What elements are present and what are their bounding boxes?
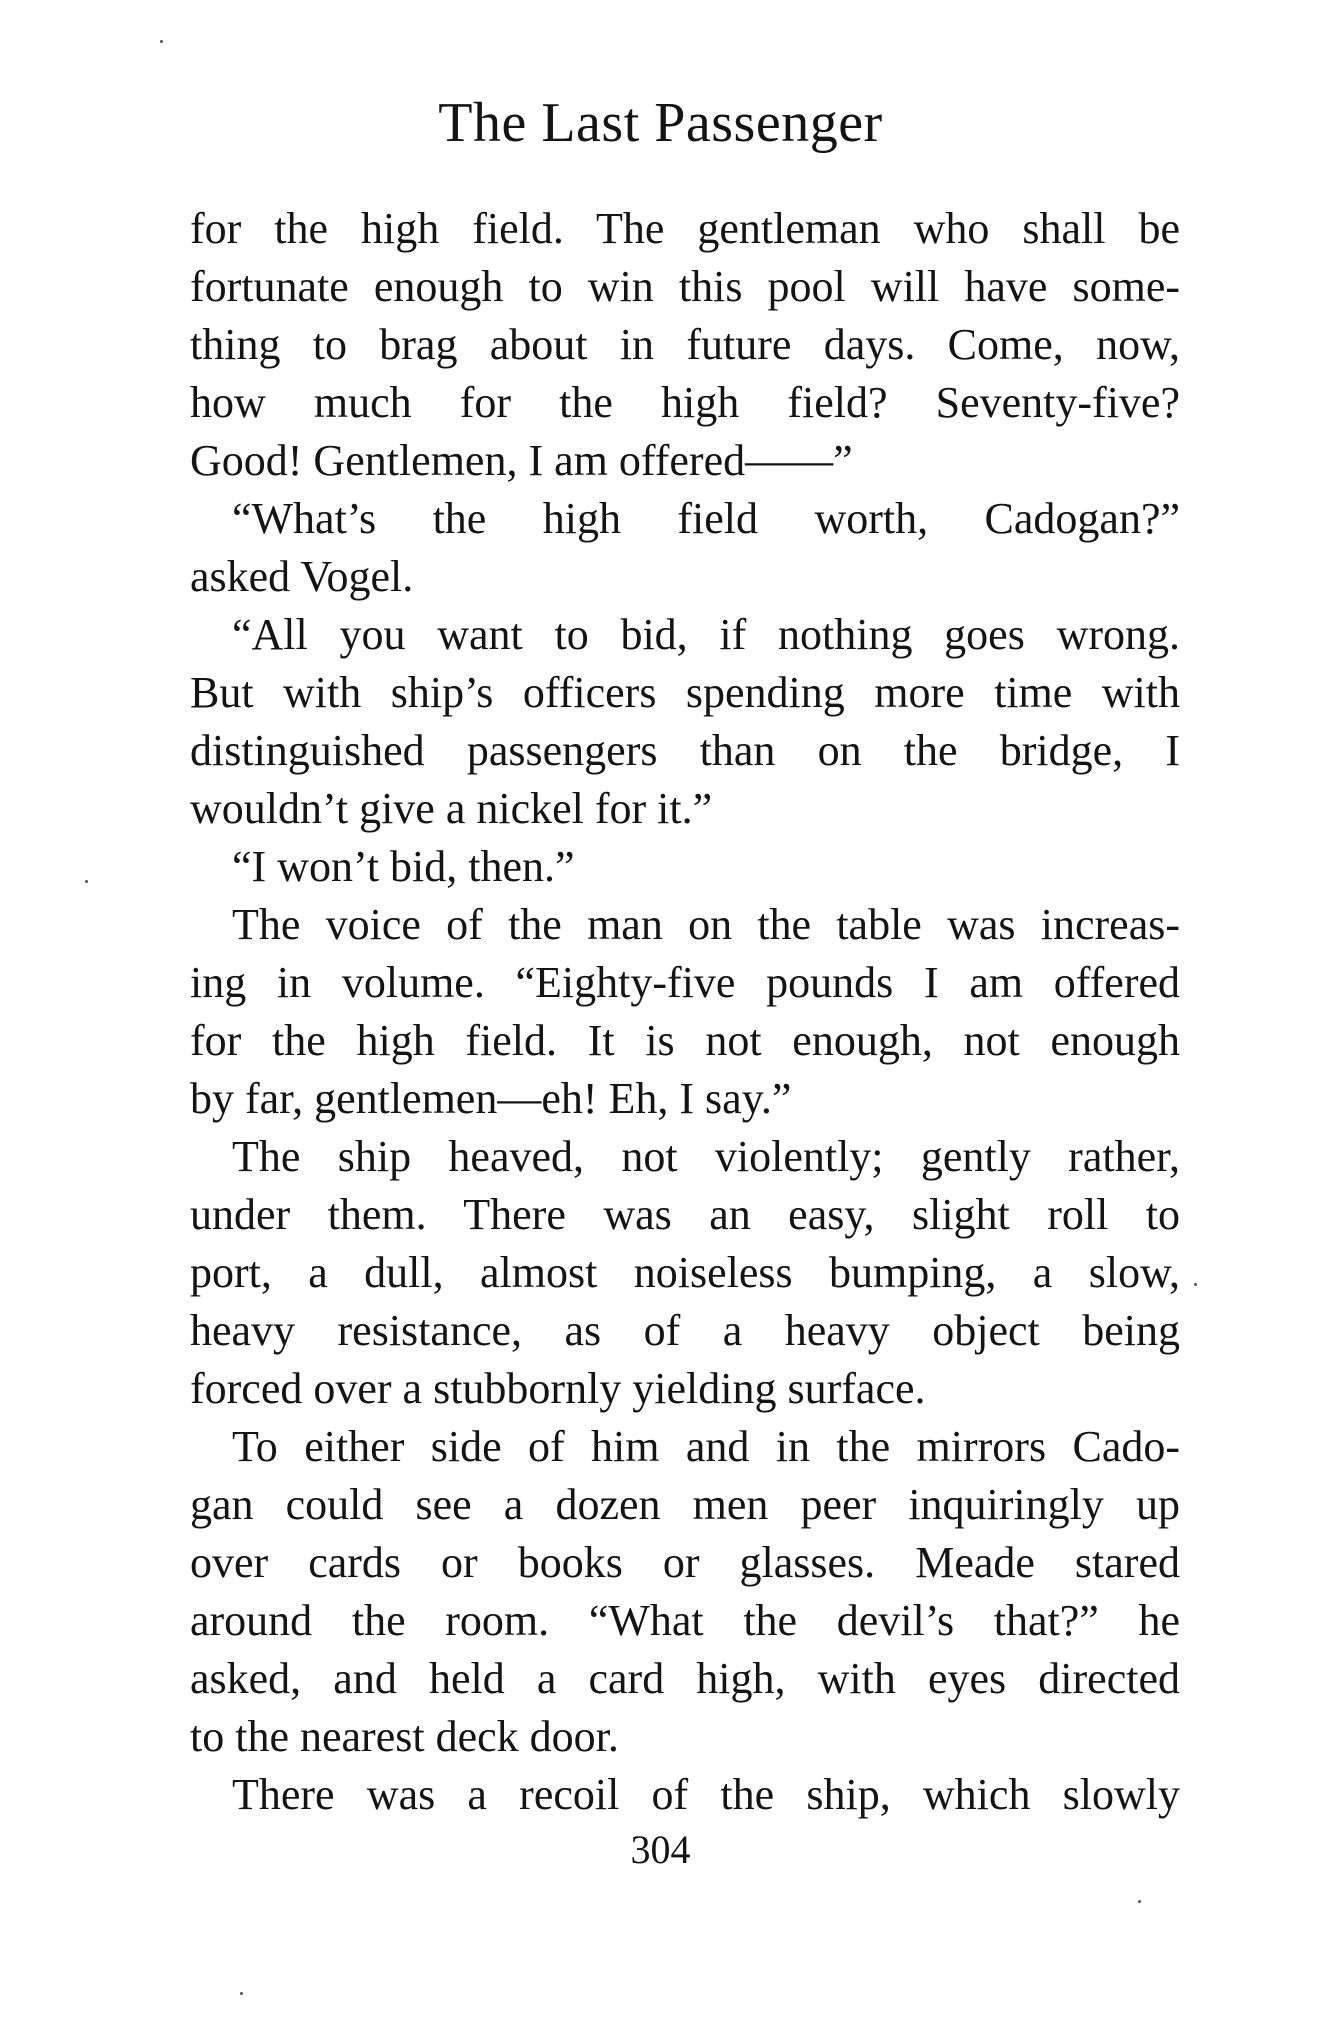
text-line: over cards or books or glasses. Meade stared (190, 1538, 1180, 1587)
body-text (190, 200, 1180, 1824)
text-line: to the nearest deck door. (190, 1712, 619, 1761)
text-line: But with ship’s officers spending more time with (190, 668, 1180, 717)
text-line: “What’s the high field worth, Cadogan?” (232, 494, 1180, 543)
scan-speck (240, 1992, 243, 1995)
text-line: wouldn’t give a nickel for it.” (190, 784, 713, 833)
text-line: for the high field. The gentleman who shall be (190, 204, 1180, 253)
text-line: heavy resistance, as of a heavy object being (190, 1306, 1180, 1355)
text-line: The ship heaved, not violently; gently rather, (232, 1132, 1180, 1181)
text-line: The voice of the man on the table was increas- (232, 900, 1180, 949)
text-line: There was a recoil of the ship, which slowly (232, 1770, 1180, 1819)
page-number: 304 (630, 1827, 691, 1872)
running-title: The Last Passenger (438, 92, 883, 154)
text-line: asked Vogel. (190, 552, 414, 601)
text-line: around the room. “What the devil’s that?” he (190, 1596, 1180, 1645)
text-line: fortunate enough to win this pool will have some- (190, 262, 1180, 311)
scan-speck (160, 40, 163, 43)
text-line: asked, and held a card high, with eyes directed (190, 1654, 1180, 1703)
text-line: for the high field. It is not enough, not enough (190, 1016, 1180, 1065)
text-line: “I won’t bid, then.” (232, 842, 575, 891)
text-line: thing to brag about in future days. Come, now, (190, 320, 1180, 369)
text-line: To either side of him and in the mirrors Cado- (232, 1422, 1180, 1471)
scan-speck (1138, 1900, 1141, 1903)
text-line: forced over a stubbornly yielding surface. (190, 1364, 926, 1413)
scan-speck (1194, 1283, 1197, 1286)
text-line: Good! Gentlemen, I am offered——” (190, 436, 853, 485)
text-line: distinguished passengers than on the bridge, I (190, 726, 1180, 775)
scan-speck (85, 880, 88, 883)
text-line: gan could see a dozen men peer inquiringly up (190, 1480, 1180, 1529)
text-line: “All you want to bid, if nothing goes wrong. (232, 610, 1180, 659)
text-line: under them. There was an easy, slight roll to (190, 1190, 1180, 1239)
text-line: ing in volume. “Eighty-five pounds I am offered (190, 958, 1180, 1007)
text-line: by far, gentlemen—eh! Eh, I say.” (190, 1074, 792, 1123)
text-line: port, a dull, almost noiseless bumping, a slow, (190, 1248, 1180, 1297)
text-line: how much for the high field? Seventy-five? (190, 378, 1180, 427)
